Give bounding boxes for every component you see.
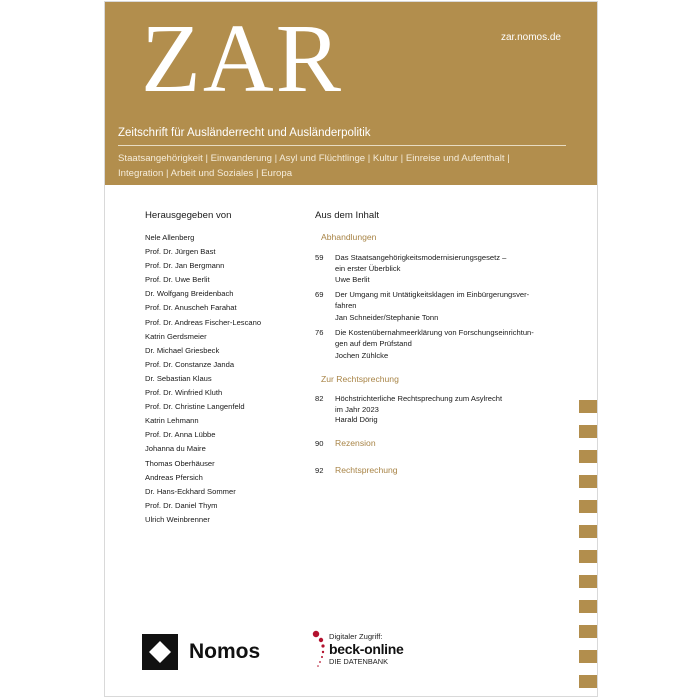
editor-name: Prof. Dr. Constanze Janda <box>145 359 235 369</box>
journal-cover <box>104 1 598 697</box>
editor-name: Ulrich Weinbrenner <box>145 514 210 524</box>
editor-name: Dr. Sebastian Klaus <box>145 373 212 383</box>
toc-title-line: ein erster Überblick <box>335 263 401 273</box>
editor-name: Prof. Dr. Jan Bergmann <box>145 261 225 271</box>
toc-author: Jan Schneider/Stephanie Tonn <box>335 313 439 322</box>
stripe <box>579 450 597 463</box>
stripe <box>579 475 597 488</box>
section-rechtsprechung: Rechtsprechung <box>335 465 398 475</box>
toc-page-number: 59 <box>315 253 324 262</box>
toc-page-number: 92 <box>315 466 324 475</box>
stripe <box>579 575 597 588</box>
toc-title-line: Höchstrichterliche Rechtsprechung zum Asylrecht <box>335 394 503 403</box>
topic-line: Integration | Arbeit und Soziales | Europa <box>118 168 293 179</box>
journal-url: zar.nomos.de <box>500 32 561 43</box>
digital-access-label: Digitaler Zugriff: <box>329 632 383 641</box>
toc-title <box>335 328 565 349</box>
stripe <box>579 650 597 663</box>
editor-name: Nele Allenberg <box>145 233 195 242</box>
editor-name: Katrin Lehmann <box>145 416 199 426</box>
toc-page-number: 82 <box>315 394 324 403</box>
editor-name: Prof. Dr. Uwe Berlit <box>145 275 210 285</box>
editor-name: Andreas Pfersich <box>145 472 203 482</box>
editor-name: Dr. Hans-Eckhard Sommer <box>145 486 236 496</box>
toc-page-number: 69 <box>315 290 324 299</box>
toc-title-line: im Jahr 2023 <box>335 404 379 414</box>
nomos-diamond-icon <box>142 634 178 670</box>
stripe <box>579 425 597 438</box>
section-abhandlungen: Abhandlungen <box>321 232 377 242</box>
beck-online-subtitle: DIE DATENBANK <box>329 657 388 666</box>
editor-name: Dr. Michael Griesbeck <box>145 345 220 355</box>
masthead-divider <box>118 145 566 146</box>
beck-online-dots-icon <box>311 630 327 670</box>
editor-name: Prof. Dr. Jürgen Bast <box>145 247 216 257</box>
editors-list <box>145 231 261 527</box>
editor-name: Katrin Gerdsmeier <box>145 331 207 341</box>
editor-name: Prof. Dr. Anna Lübbe <box>145 430 216 440</box>
contents-heading: Aus dem Inhalt <box>315 210 379 221</box>
topic-line: Staatsangehörigkeit | Einwanderung | Asyl und Flüchtlinge | Kultur | Einreise und Aufenthalt | <box>118 153 510 164</box>
beck-online-logo <box>311 630 421 672</box>
masthead <box>105 2 598 185</box>
topic-list <box>118 151 578 181</box>
toc-title <box>335 394 565 415</box>
toc-author: Harald Dörig <box>335 415 378 424</box>
beck-online-brand: beck-online <box>329 641 404 657</box>
stripe <box>579 400 597 413</box>
toc-page-number: 76 <box>315 328 324 337</box>
editor-name: Prof. Dr. Anuscheh Farahat <box>145 303 237 313</box>
toc-title-line: fahren <box>335 300 357 310</box>
toc-page-number: 90 <box>315 439 324 448</box>
decorative-stripes <box>579 400 597 697</box>
editor-name: Prof. Dr. Winfried Kluth <box>145 388 223 398</box>
editor-name: Johanna du Maire <box>145 444 206 454</box>
editor-name: Prof. Dr. Daniel Thym <box>145 500 218 510</box>
toc-title <box>335 290 565 311</box>
stripe <box>579 600 597 613</box>
section-rezension: Rezension <box>335 438 376 448</box>
stripe <box>579 500 597 513</box>
toc-title-line: gen auf dem Prüfstand <box>335 338 412 348</box>
stripe <box>579 550 597 563</box>
toc-title-line: Der Umgang mit Untätigkeitsklagen im Einbürgerungsver- <box>335 290 530 299</box>
toc-title-line: Das Staatsangehörigkeitsmodernisierungsgesetz – <box>335 253 507 262</box>
editors-heading: Herausgegeben von <box>145 210 232 221</box>
editor-name: Prof. Dr. Andreas Fischer-Lescano <box>145 317 262 327</box>
stripe <box>579 525 597 538</box>
stripe <box>579 625 597 638</box>
toc-title-line: Die Kostenübernahmeerklärung von Forschungseinrichtun- <box>335 328 534 337</box>
section-zur-rechtsprechung: Zur Rechtsprechung <box>321 374 399 384</box>
stripe <box>579 675 597 688</box>
editor-name: Prof. Dr. Christine Langenfeld <box>145 402 245 412</box>
editor-name: Dr. Wolfgang Breidenbach <box>145 289 234 299</box>
toc-title <box>335 253 565 274</box>
journal-subtitle: Zeitschrift für Ausländerrecht und Ausländerpolitik <box>118 127 371 139</box>
toc-author: Jochen Zühlcke <box>335 351 389 360</box>
publisher-name: Nomos <box>189 640 261 663</box>
editor-name: Thomas Oberhäuser <box>145 458 215 468</box>
toc-author: Uwe Berlit <box>335 275 370 284</box>
journal-logo: ZAR <box>141 5 343 113</box>
